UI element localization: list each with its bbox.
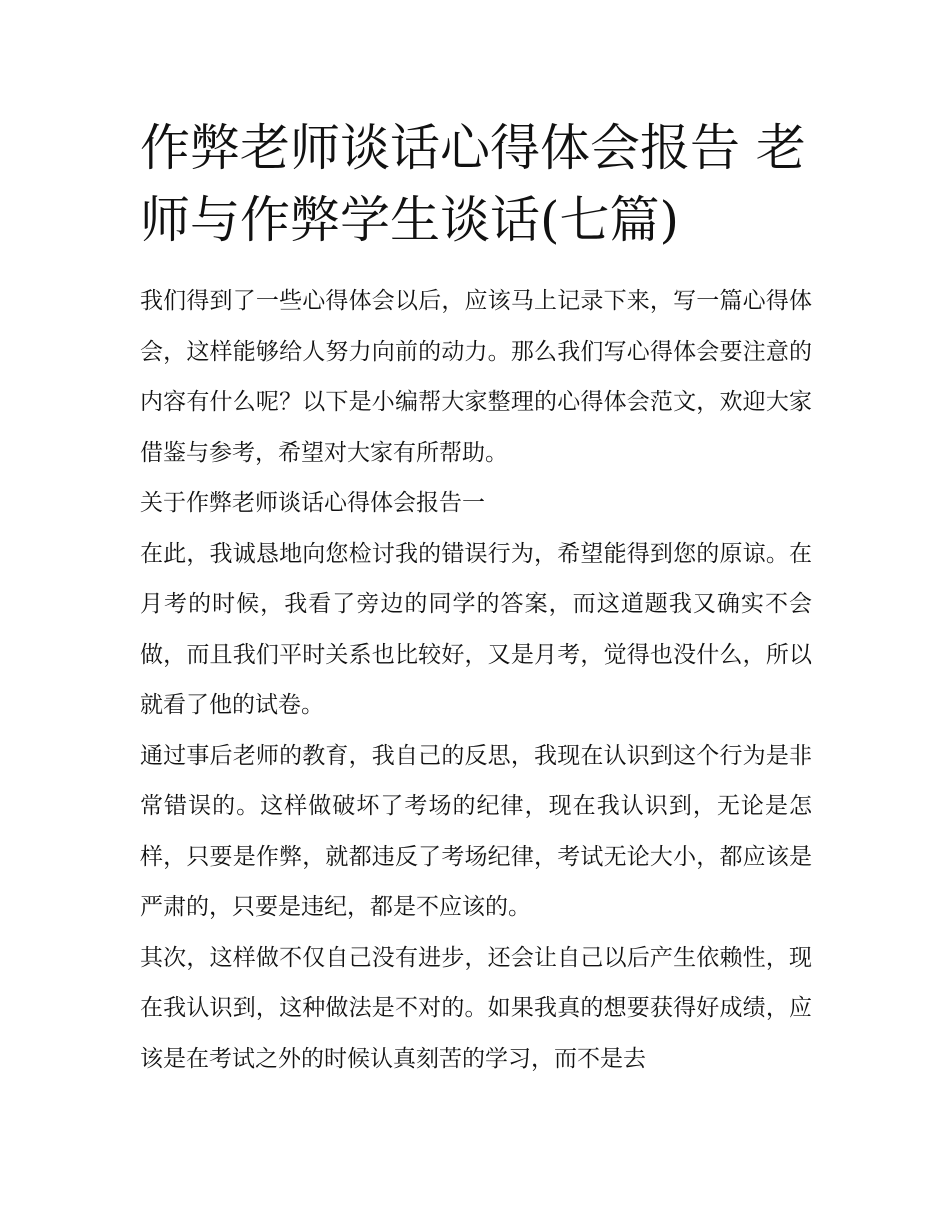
document-page <box>140 112 812 1084</box>
body-paragraph-1: 在此，我诚恳地向您检讨我的错误行为，希望能得到您的原谅。在月考的时候，我看了旁边的同学的答案，而这道题我又确实不会做，而且我们平时关系也比较好，又是月考，觉得也没什么，所以就看了他的试卷。 <box>140 540 812 718</box>
intro-paragraph: 我们得到了一些心得体会以后，应该马上记录下来，写一篇心得体会，这样能够给人努力向前的动力。那么我们写心得体会要注意的内容有什么呢？以下是小编帮大家整理的心得体会范文，欢迎大家借鉴与参考，希望对大家有所帮助。 <box>140 288 812 466</box>
document-title: 作弊老师谈话心得体会报告 老师与作弊学生谈话(七篇) <box>140 119 806 249</box>
body-paragraph-2: 通过事后老师的教育，我自己的反思，我现在认识到这个行为是非常错误的。这样做破坏了考场的纪律，现在我认识到，无论是怎样，只要是作弊，就都违反了考场纪律，考试无论大小，都应该是严肃的，只要是违纪，都是不应该的。 <box>140 742 812 920</box>
body-paragraph-3: 其次，这样做不仅自己没有进步，还会让自己以后产生依赖性，现在我认识到，这种做法是不对的。如果我真的想要获得好成绩，应该是在考试之外的时候认真刻苦的学习，而不是去 <box>140 944 812 1072</box>
section-heading: 关于作弊老师谈话心得体会报告一 <box>140 490 485 516</box>
